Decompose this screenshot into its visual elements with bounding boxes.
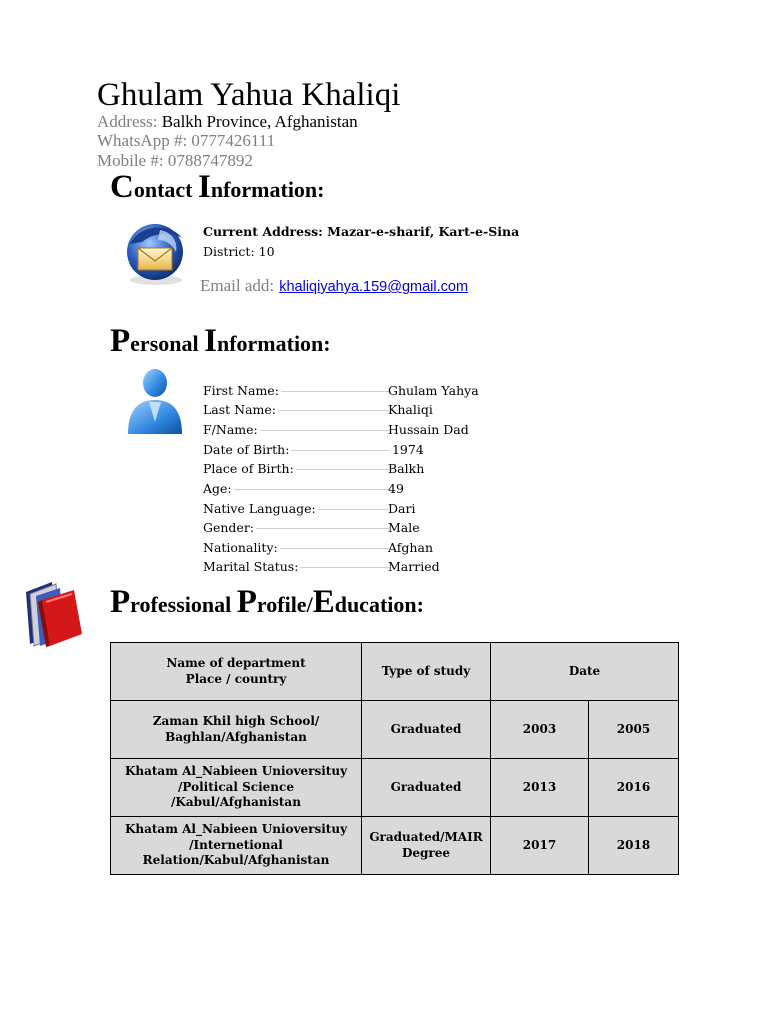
field-value: 49 xyxy=(388,481,404,496)
books-icon xyxy=(22,578,86,648)
whatsapp-line: WhatsApp #: 0777426111 xyxy=(97,131,276,150)
cell-type: Graduated/MAIR Degree xyxy=(362,817,491,875)
header-department: Name of department Place / country xyxy=(111,643,362,701)
header-type: Type of study xyxy=(362,643,491,701)
email-link[interactable]: khaliqiyahya.159@gmail.com xyxy=(279,279,469,295)
current-address: Current Address: Mazar-e-sharif, Kart-e-Sina xyxy=(203,224,520,239)
cell-department: Zaman Khil high School/ Baghlan/Afghanistan xyxy=(111,701,362,759)
field-value: Dari xyxy=(388,501,416,516)
mobile-line: Mobile #: 0788747892 xyxy=(97,151,253,170)
field-label: Gender: xyxy=(203,520,255,535)
resume-name: Ghulam Yahua Khaliqi xyxy=(97,77,401,113)
education-section-title: Professional Profile/Education: xyxy=(110,584,424,620)
field-label: Date of Birth: xyxy=(203,442,290,457)
field-value: Married xyxy=(388,559,440,574)
field-label: Place of Birth: xyxy=(203,461,294,476)
email-label: Email add: xyxy=(200,276,275,295)
address-line xyxy=(97,112,358,132)
person-silhouette-icon xyxy=(124,366,186,436)
list-item xyxy=(203,440,503,459)
address-value: Balkh Province, Afghanistan xyxy=(161,112,358,131)
cell-start: 2017 xyxy=(491,817,589,875)
field-label: Native Language: xyxy=(203,501,316,516)
field-label: First Name: xyxy=(203,383,279,398)
cell-end: 2005 xyxy=(589,701,679,759)
list-item xyxy=(203,538,503,557)
header-date: Date xyxy=(491,643,679,701)
list-item xyxy=(203,499,503,518)
field-label: Last Name: xyxy=(203,402,277,417)
district: District: 10 xyxy=(203,244,275,259)
table-row xyxy=(111,701,679,759)
field-label: F/Name: xyxy=(203,422,258,437)
field-value: Afghan xyxy=(388,540,433,555)
address-label: Address: xyxy=(97,112,158,131)
email-row xyxy=(200,276,468,296)
cell-type: Graduated xyxy=(362,701,491,759)
list-item xyxy=(203,557,503,576)
cell-end: 2018 xyxy=(589,817,679,875)
contact-section-title: Contact Information: xyxy=(110,169,325,205)
field-value: Balkh xyxy=(388,461,425,476)
table-row xyxy=(111,817,679,875)
field-value: 1974 xyxy=(388,442,424,457)
list-item xyxy=(203,381,503,400)
cell-end: 2016 xyxy=(589,759,679,817)
cell-start: 2013 xyxy=(491,759,589,817)
table-header-row xyxy=(111,643,679,701)
personal-section-title: Personal Information: xyxy=(110,323,331,359)
table-row xyxy=(111,759,679,817)
field-value: Ghulam Yahya xyxy=(388,383,479,398)
field-label: Age: xyxy=(203,481,232,496)
cell-start: 2003 xyxy=(491,701,589,759)
field-label: Marital Status: xyxy=(203,559,299,574)
field-label: Nationality: xyxy=(203,540,278,555)
cell-type: Graduated xyxy=(362,759,491,817)
field-value: Male xyxy=(388,520,420,535)
list-item xyxy=(203,479,503,498)
education-table xyxy=(110,642,679,875)
cell-department: Khatam Al_Nabieen Unioversituy /Political Science /Kabul/Afghanistan xyxy=(111,759,362,817)
cell-department: Khatam Al_Nabieen Unioversituy /Internetional Relation/Kabul/Afghanistan xyxy=(111,817,362,875)
list-item xyxy=(203,459,503,478)
list-item xyxy=(203,420,503,439)
thunderbird-mail-icon xyxy=(120,218,190,288)
list-item xyxy=(203,518,503,537)
field-value: Khaliqi xyxy=(388,402,433,417)
field-value: Hussain Dad xyxy=(388,422,469,437)
list-item xyxy=(203,400,503,419)
